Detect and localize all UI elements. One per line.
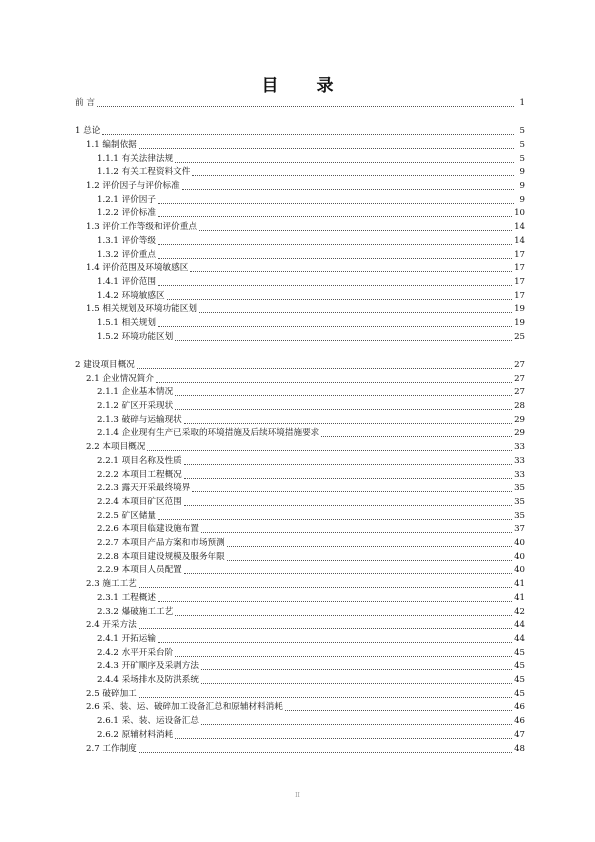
toc-leader-dots xyxy=(158,257,512,259)
toc-entry[interactable] xyxy=(97,564,525,577)
toc-entry[interactable] xyxy=(86,139,525,152)
toc-leader-dots xyxy=(285,709,512,711)
toc-entry-label: 2.4 开采方法 xyxy=(86,620,137,631)
toc-leader-dots xyxy=(139,147,514,149)
toc-leader-dots xyxy=(192,490,512,492)
toc-entry-page: 37 xyxy=(514,524,525,535)
toc-entry-label: 2.7 工作制度 xyxy=(86,743,137,754)
toc-entry-label: 2.1.3 破碎与运输现状 xyxy=(97,414,182,425)
toc-entry[interactable] xyxy=(97,537,525,550)
toc-entry[interactable] xyxy=(97,249,525,262)
toc-leader-dots xyxy=(175,339,512,341)
toc-entry-page: 9 xyxy=(519,181,525,191)
toc-entry-page: 41 xyxy=(514,579,525,590)
toc-entry-page: 17 xyxy=(514,249,525,260)
toc-entry-page: 42 xyxy=(514,606,525,617)
toc-entry-label: 1.3.1 评价等级 xyxy=(97,235,156,246)
toc-entry-label: 1.2.2 评价标准 xyxy=(97,208,156,219)
toc-entry[interactable] xyxy=(97,427,525,440)
toc-entry-page: 35 xyxy=(514,510,525,521)
toc-leader-dots xyxy=(227,559,512,561)
toc-leader-dots xyxy=(199,311,512,313)
toc-entry-label: 2.2.7 本项目产品方案和市场预测 xyxy=(97,538,225,548)
toc-entry-label: 1.5.2 环境功能区划 xyxy=(97,331,174,342)
toc-leader-dots xyxy=(158,641,512,643)
page-number-footer: II xyxy=(295,792,300,799)
toc-entry-page: 19 xyxy=(514,318,525,328)
toc-entry-page: 46 xyxy=(514,702,525,713)
toc-entry-label: 2.6 采、装、运、破碎加工设备汇总和原辅材料消耗 xyxy=(86,702,283,713)
toc-entry-page: 10 xyxy=(514,208,525,219)
toc-entry-label: 2.1.4 企业现有生产已采取的环境措施及后续环境措施要求 xyxy=(97,428,320,439)
toc-entry[interactable] xyxy=(97,290,525,303)
toc-entry-page: 40 xyxy=(514,565,525,576)
toc-leader-dots xyxy=(139,751,512,753)
toc-entry-label: 2.2.9 本项目人员配置 xyxy=(97,565,182,576)
toc-entry[interactable] xyxy=(86,743,525,756)
toc-entry-page: 19 xyxy=(514,304,525,315)
toc-entry-page: 46 xyxy=(514,716,525,727)
toc-entry-page: 1 xyxy=(519,98,525,108)
toc-entry[interactable] xyxy=(97,235,525,248)
toc-leader-dots xyxy=(158,325,512,327)
toc-leader-dots xyxy=(97,105,514,107)
toc-entry[interactable] xyxy=(97,207,525,220)
toc-entry-label: 1.1.2 有关工程资料文件 xyxy=(97,167,191,178)
toc-leader-dots xyxy=(139,586,512,588)
toc-entry-label: 2.3 施工工艺 xyxy=(86,579,137,590)
toc-leader-dots xyxy=(139,696,512,698)
toc-leader-dots xyxy=(201,531,512,533)
toc-entry-page: 27 xyxy=(514,387,525,398)
toc-leader-dots xyxy=(227,545,512,547)
toc-entry-label: 2.4.3 开矿顺序及采剥方法 xyxy=(97,661,199,672)
toc-entry[interactable] xyxy=(97,551,525,564)
toc-entry[interactable] xyxy=(97,633,525,646)
toc-entry-page: 35 xyxy=(514,496,525,507)
toc-leader-dots xyxy=(184,463,512,465)
toc-entry-label: 2.1.2 矿区开采现状 xyxy=(97,401,174,411)
toc-leader-dots xyxy=(137,367,512,369)
toc-entry-page: 14 xyxy=(514,235,525,246)
toc-entry-label: 1.5.1 相关规划 xyxy=(97,318,156,328)
toc-entry-label: 1.4 评价范围及环境敏感区 xyxy=(86,263,189,274)
toc-entry[interactable] xyxy=(97,276,525,289)
toc-leader-dots xyxy=(175,161,514,163)
toc-entry-label: 1.3.2 评价重点 xyxy=(97,249,156,260)
toc-entry-page: 40 xyxy=(514,538,525,548)
toc-leader-dots xyxy=(158,215,512,217)
toc-entry[interactable] xyxy=(86,303,525,316)
toc-entry-label: 2.2.2 本项目工程概况 xyxy=(97,469,182,480)
toc-leader-dots xyxy=(158,243,512,245)
toc-leader-dots xyxy=(199,229,512,231)
toc-entry-page: 44 xyxy=(514,620,525,631)
toc-leader-dots xyxy=(175,655,512,657)
toc-entry-page: 41 xyxy=(514,592,525,603)
toc-entry-page: 9 xyxy=(519,194,525,205)
toc-entry-label: 2.2 本项目概况 xyxy=(86,442,146,453)
toc-entry[interactable] xyxy=(86,373,525,386)
toc-entry[interactable] xyxy=(97,331,525,344)
toc-entry-page: 14 xyxy=(514,222,525,233)
toc-entry[interactable] xyxy=(97,496,525,509)
toc-entry-label: 2.3.2 爆破施工工艺 xyxy=(97,606,174,617)
toc-entry-label: 1.4.1 评价范围 xyxy=(97,276,156,287)
toc-entry[interactable] xyxy=(86,262,525,275)
toc-leader-dots xyxy=(175,737,512,739)
toc-entry-label: 2.2.5 矿区储量 xyxy=(97,510,156,521)
toc-entry[interactable] xyxy=(75,359,525,372)
toc-entry-label: 2.4.1 开拓运输 xyxy=(97,633,156,644)
toc-entry[interactable] xyxy=(97,469,525,482)
toc-entry-label: 2.3.1 工程概述 xyxy=(97,592,156,603)
toc-entry-page: 5 xyxy=(519,153,525,164)
page-title: 目 录 xyxy=(261,76,350,96)
toc-entry-page: 45 xyxy=(514,661,525,672)
toc-leader-dots xyxy=(158,600,512,602)
toc-entry-page: 17 xyxy=(514,276,525,287)
toc-entry-page: 5 xyxy=(519,126,525,137)
toc-entry[interactable] xyxy=(97,166,525,179)
toc-entry-label: 2.6.2 原辅材料消耗 xyxy=(97,729,174,740)
toc-entry-page: 35 xyxy=(514,483,525,494)
toc-entry-label: 1.3 评价工作等级和评价重点 xyxy=(86,222,197,233)
toc-entry-page: 25 xyxy=(514,331,525,342)
toc-leader-dots xyxy=(184,422,512,424)
toc-entry-label: 2.2.8 本项目建设规模及服务年限 xyxy=(97,551,225,562)
toc-entry-page: 33 xyxy=(514,469,525,480)
toc-entry[interactable] xyxy=(97,455,525,468)
toc-entry[interactable] xyxy=(97,482,525,495)
toc-entry[interactable] xyxy=(97,729,525,742)
toc-entry-label: 2.2.3 露天开采最终境界 xyxy=(97,483,191,494)
toc-entry[interactable] xyxy=(86,441,525,454)
toc-entry[interactable] xyxy=(97,414,525,427)
toc-entry-label: 1.1.1 有关法律法规 xyxy=(97,153,174,164)
toc-leader-dots xyxy=(184,477,512,479)
toc-entry-page: 40 xyxy=(514,551,525,562)
toc-entry-label: 2.4.2 水平开采台阶 xyxy=(97,647,174,658)
toc-leader-dots xyxy=(175,394,512,396)
toc-entry[interactable] xyxy=(97,194,525,207)
toc-entry-page: 28 xyxy=(514,401,525,411)
toc-entry[interactable] xyxy=(97,317,525,330)
toc-leader-dots xyxy=(147,449,512,451)
toc-leader-dots xyxy=(182,188,514,190)
toc-leader-dots xyxy=(321,435,512,437)
toc-entry-page: 44 xyxy=(514,633,525,644)
toc-entry[interactable] xyxy=(97,510,525,523)
toc-leader-dots xyxy=(175,614,512,616)
toc-entry-label: 2.1 企业情况简介 xyxy=(86,373,154,384)
toc-entry[interactable] xyxy=(86,619,525,632)
toc-entry-label: 2.2.6 本项目临建设施布置 xyxy=(97,524,199,535)
toc-entry[interactable] xyxy=(86,180,525,193)
toc-leader-dots xyxy=(201,723,512,725)
toc-leader-dots xyxy=(102,133,514,135)
toc-entry[interactable] xyxy=(75,125,525,138)
toc-leader-dots xyxy=(158,284,512,286)
toc-entry[interactable] xyxy=(86,688,525,701)
toc-entry-label: 1.2.1 评价因子 xyxy=(97,194,156,205)
toc-leader-dots xyxy=(175,408,512,410)
toc-entry[interactable] xyxy=(97,715,525,728)
toc-leader-dots xyxy=(201,668,512,670)
toc-entry-page: 17 xyxy=(514,263,525,274)
toc-entry[interactable] xyxy=(97,592,525,605)
toc-entry-label: 1.1 编制依据 xyxy=(86,139,137,150)
toc-entry-label: 2.5 破碎加工 xyxy=(86,688,137,699)
toc-entry[interactable] xyxy=(97,647,525,660)
toc-entry-page: 33 xyxy=(514,442,525,453)
toc-entry-label: 1 总论 xyxy=(75,126,101,137)
toc-leader-dots xyxy=(139,627,512,629)
toc-entry[interactable] xyxy=(97,674,525,687)
toc-entry[interactable] xyxy=(97,660,525,673)
toc-entry-page: 27 xyxy=(514,359,525,370)
toc-entry[interactable] xyxy=(97,400,525,413)
toc-entry[interactable] xyxy=(97,386,525,399)
toc-leader-dots xyxy=(156,381,512,383)
toc-entry-page: 29 xyxy=(514,414,525,425)
toc-leader-dots xyxy=(190,270,512,272)
toc-entry-page: 45 xyxy=(514,647,525,658)
toc-leader-dots xyxy=(184,504,512,506)
toc-entry-page: 27 xyxy=(514,373,525,384)
toc-entry-label: 2.4.4 采场排水及防洪系统 xyxy=(97,675,199,685)
toc-entry-page: 33 xyxy=(514,455,525,466)
toc-entry-page: 29 xyxy=(514,428,525,439)
toc-entry-page: 48 xyxy=(514,743,525,754)
toc-entry[interactable] xyxy=(97,153,525,166)
toc-entry[interactable] xyxy=(75,97,525,110)
toc-leader-dots xyxy=(192,174,514,176)
toc-entry-label: 1.4.2 环境敏感区 xyxy=(97,290,165,301)
toc-entry-label: 2.2.4 本项目矿区范围 xyxy=(97,496,182,507)
toc-entry-label: 2 建设项目概况 xyxy=(75,359,135,370)
toc-entry-label: 1.5 相关规划及环境功能区划 xyxy=(86,304,197,315)
toc-entry-label: 2.6.1 采、装、运设备汇总 xyxy=(97,716,199,727)
toc-entry-label: 2.1.1 企业基本情况 xyxy=(97,387,174,398)
toc-entry-label: 前 言 xyxy=(75,98,95,108)
toc-leader-dots xyxy=(158,518,512,520)
toc-entry-label: 2.2.1 项目名称及性质 xyxy=(97,455,182,466)
toc-leader-dots xyxy=(201,682,512,684)
toc-leader-dots xyxy=(184,572,512,574)
toc-entry[interactable] xyxy=(97,523,525,536)
toc-entry-label: 1.2 评价因子与评价标准 xyxy=(86,181,180,191)
toc-entry-page: 17 xyxy=(514,290,525,301)
toc-entry-page: 45 xyxy=(514,675,525,685)
toc-entry[interactable] xyxy=(86,578,525,591)
toc-entry[interactable] xyxy=(97,606,525,619)
toc-entry[interactable] xyxy=(86,701,525,714)
toc-entry-page: 47 xyxy=(514,729,525,740)
toc-entry-page: 5 xyxy=(519,139,525,150)
toc-leader-dots xyxy=(167,298,512,300)
toc-entry-page: 9 xyxy=(519,167,525,178)
toc-leader-dots xyxy=(158,202,514,204)
toc-entry[interactable] xyxy=(86,221,525,234)
toc-entry-page: 45 xyxy=(514,688,525,699)
